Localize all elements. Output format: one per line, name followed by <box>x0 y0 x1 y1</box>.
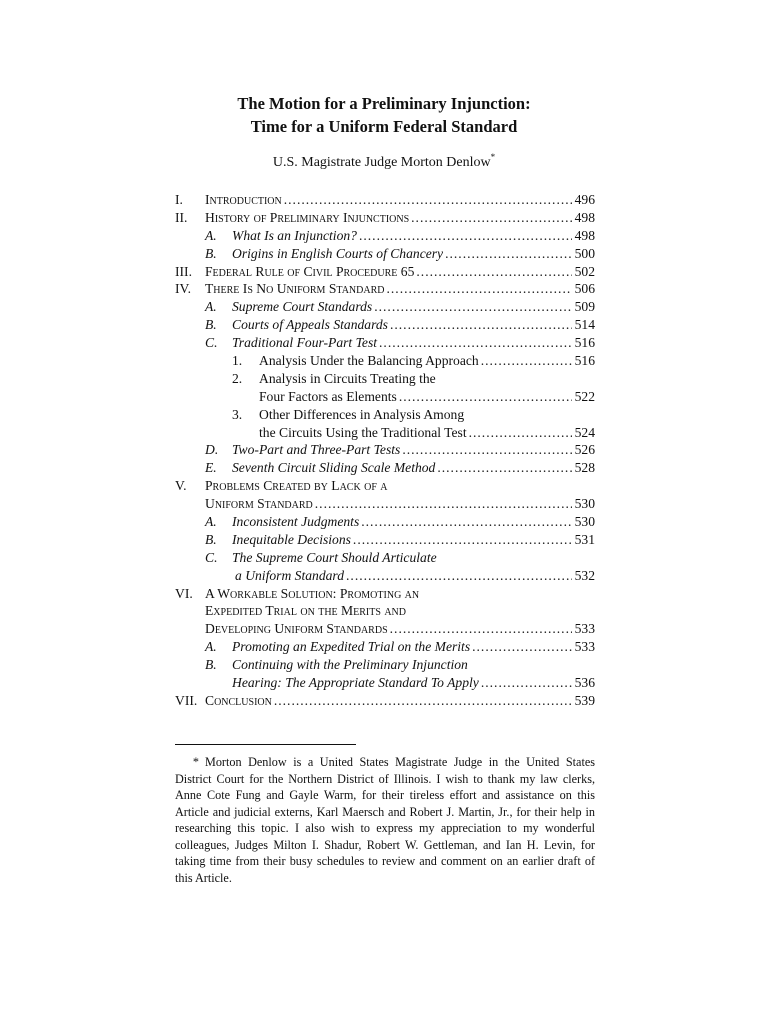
toc-entry-title: a Uniform Standard <box>235 567 345 583</box>
toc-entry-number: B. <box>205 657 217 673</box>
toc-entry-page: 528 <box>572 459 595 477</box>
toc-entry-page: 532 <box>572 567 595 585</box>
toc-entry-number: VI. <box>175 585 193 601</box>
toc-entry-title: Federal Rule of Civil Procedure 65 <box>205 263 415 279</box>
toc-entry-page: 498 <box>572 209 595 227</box>
toc-entry[interactable] <box>175 620 595 638</box>
toc-entry-label-leader <box>232 459 595 477</box>
toc-entry[interactable] <box>175 656 595 674</box>
toc-entry-page: 514 <box>572 316 595 334</box>
toc-entry[interactable] <box>175 227 595 245</box>
toc-entry-label-leader <box>232 638 595 656</box>
toc-entry[interactable] <box>175 513 595 531</box>
toc-entry-label-leader <box>259 406 595 424</box>
author-line <box>0 154 768 172</box>
toc-entry[interactable] <box>175 388 595 406</box>
toc-entry-label-leader <box>235 567 595 585</box>
toc-entry-label-leader <box>205 209 595 227</box>
toc-entry-number: A. <box>205 514 217 530</box>
footnote-separator <box>175 744 356 745</box>
toc-entry-label-leader <box>259 352 595 370</box>
toc-entry-page: 516 <box>572 352 595 370</box>
toc-entry-title: Analysis Under the Balancing Approach <box>259 353 479 369</box>
toc-entry-label-leader <box>232 441 595 459</box>
toc-entry-page: 531 <box>572 531 595 549</box>
toc-entry[interactable] <box>175 638 595 656</box>
toc-entry-page: 500 <box>572 245 595 263</box>
toc-entry-label-leader <box>232 674 595 692</box>
toc-entry-number: 3. <box>232 406 243 422</box>
toc-entry-title: Supreme Court Standards <box>232 299 373 315</box>
toc-entry-label-leader <box>205 495 595 513</box>
toc-entry-page: 509 <box>572 298 595 316</box>
toc-entry-title: Courts of Appeals Standards <box>232 317 388 333</box>
author-name: U.S. Magistrate Judge Morton Denlow <box>272 155 491 170</box>
toc-entry-page: 533 <box>572 638 595 656</box>
toc-entry-title: What Is an Injunction? <box>232 227 357 243</box>
toc-entry-label-leader <box>259 424 595 442</box>
toc-entry[interactable] <box>175 370 595 388</box>
toc-entry-page: 530 <box>572 495 595 513</box>
toc-entry-page: 498 <box>572 227 595 245</box>
toc-entry[interactable] <box>175 191 595 209</box>
toc-entry-title: Traditional Four-Part Test <box>232 335 378 351</box>
toc-entry-label-leader <box>205 263 595 281</box>
toc-entry[interactable] <box>175 567 595 585</box>
toc-entry-label-leader <box>205 477 595 495</box>
toc-entry-title: the Circuits Using the Traditional Test <box>259 424 467 440</box>
toc-entry-title: Inequitable Decisions <box>232 531 351 547</box>
toc-entry-number: B. <box>205 245 217 261</box>
toc-entry-label-leader <box>259 388 595 406</box>
footnote-mark: * <box>192 755 199 769</box>
toc-entry-number: C. <box>205 335 218 351</box>
toc-entry[interactable] <box>175 495 595 513</box>
toc-entry-label-leader <box>205 191 595 209</box>
toc-entry-title: Four Factors as Elements <box>259 388 397 404</box>
article-title-line2: Time for a Uniform Federal Standard <box>250 117 518 136</box>
toc-entry-number: D. <box>205 442 219 458</box>
toc-entry-title: Origins in English Courts of Chancery <box>232 245 444 261</box>
toc-entry-label-leader <box>232 316 595 334</box>
toc-entry-number: B. <box>205 531 217 547</box>
toc-entry-title: Problems Created by Lack of a <box>205 478 388 494</box>
toc-entry-title: The Supreme Court Should Articulate <box>232 549 437 565</box>
toc-entry-title: Continuing with the Preliminary Injunction <box>232 657 468 673</box>
toc-entry-label-leader <box>205 620 595 638</box>
toc-entry-title: Inconsistent Judgments <box>232 514 360 530</box>
toc-entry-page: 516 <box>572 334 595 352</box>
footnote-text: Morton Denlow is a United States Magistrate Judge in the United States District Court for the Northern District of Illinois. I wish to thank my law clerks, Anne Cote Fung and Gayle Warm, for their tireless effort and assistance on this Article and judicial externs, Karl Maersch and Robert J. Martin, Jr., for their help in researching this topic. I also wish to express my appreciation to my wonderful colleagues, Judges Milton I. Shadur, Robert W. Gettleman, and Ian H. Levin, for taking time from their busy schedules to review and comment on an earlier draft of this Article. <box>175 755 595 885</box>
toc-entry-title: Two-Part and Three-Part Tests <box>232 442 401 458</box>
toc-entry[interactable] <box>175 602 595 620</box>
toc-entry-number: B. <box>205 317 217 333</box>
toc-entry-label-leader <box>232 298 595 316</box>
toc-entry-label-leader <box>232 245 595 263</box>
toc-entry-number: A. <box>205 299 217 315</box>
article-title-line1: The Motion for a Preliminary Injunction: <box>237 94 531 113</box>
toc-entry-number: I. <box>175 192 183 207</box>
toc-entry-page: 502 <box>572 263 595 281</box>
toc-entry-number: A. <box>205 227 217 243</box>
toc-entry[interactable] <box>175 209 595 227</box>
toc-entry-label-leader <box>232 227 595 245</box>
toc-entry[interactable] <box>175 531 595 549</box>
toc-entry-label-leader <box>232 656 595 674</box>
toc-entry[interactable] <box>175 441 595 459</box>
toc-entry-number: 1. <box>232 353 243 369</box>
toc-entry-label-leader <box>205 602 595 620</box>
toc-entry-number: II. <box>175 209 188 225</box>
toc-entry-title: Uniform Standard <box>205 496 313 512</box>
toc-entry-title: There Is No Uniform Standard <box>205 281 385 297</box>
toc-entry-number: 2. <box>232 370 243 386</box>
toc-entry-page: 524 <box>572 424 595 442</box>
toc-entry-title: Other Differences in Analysis Among <box>259 406 465 422</box>
toc-entry[interactable] <box>175 549 595 567</box>
toc-entry-page: 496 <box>572 191 595 209</box>
toc-entry-number: A. <box>205 639 217 655</box>
toc-entry[interactable] <box>175 280 595 298</box>
toc-entry-number: III. <box>175 263 192 279</box>
toc-entry-label-leader <box>259 370 595 388</box>
toc-entry[interactable] <box>175 424 595 442</box>
toc-entry-label-leader <box>205 692 595 710</box>
toc-entry-title: Introduction <box>205 192 282 207</box>
toc-entry-title: Developing Uniform Standards <box>205 621 388 637</box>
toc-entry-title: Conclusion <box>205 692 272 708</box>
toc-entry-page: 539 <box>572 692 595 710</box>
toc-entry-page: 533 <box>572 620 595 638</box>
toc-entry[interactable] <box>175 585 595 603</box>
toc-entry-title: Promoting an Expedited Trial on the Merits <box>232 639 471 655</box>
toc-entry-number: C. <box>205 549 218 565</box>
toc-entry-title: Expedited Trial on the Merits and <box>205 603 406 619</box>
toc-entry[interactable] <box>175 674 595 692</box>
toc-entry-number: IV. <box>175 281 191 297</box>
toc-entry-label-leader <box>205 280 595 298</box>
toc-entry-number: E. <box>205 460 217 476</box>
toc-entry[interactable] <box>175 692 595 710</box>
toc-entry-page: 536 <box>572 674 595 692</box>
toc-entry-title: History of Preliminary Injunctions <box>205 209 410 225</box>
toc-entry-title: A Workable Solution: Promoting an <box>205 585 420 601</box>
toc-entry[interactable] <box>175 316 595 334</box>
toc-entry-number: VII. <box>175 692 198 708</box>
toc-entry[interactable] <box>175 406 595 424</box>
toc-entry[interactable] <box>175 459 595 477</box>
toc-entry-page: 530 <box>572 513 595 531</box>
toc-entry[interactable] <box>175 263 595 281</box>
toc-entry-number: V. <box>175 478 187 494</box>
toc-entry[interactable] <box>175 298 595 316</box>
toc-entry-title: Analysis in Circuits Treating the <box>259 370 436 386</box>
toc-entry-label-leader <box>232 549 595 567</box>
toc-entry[interactable] <box>175 352 595 370</box>
toc-entry-title: Seventh Circuit Sliding Scale Method <box>232 460 436 476</box>
toc-entry-page: 522 <box>572 388 595 406</box>
toc-entry-title: Hearing: The Appropriate Standard To Apply <box>232 675 479 691</box>
toc-entry-label-leader <box>205 585 595 603</box>
toc-entry-page: 506 <box>572 280 595 298</box>
table-of-contents <box>175 191 595 710</box>
toc-entry[interactable] <box>175 245 595 263</box>
toc-entry[interactable] <box>175 334 595 352</box>
toc-entry-label-leader <box>232 531 595 549</box>
footnote <box>175 754 595 886</box>
toc-entry-label-leader <box>232 334 595 352</box>
author-footnote-mark[interactable]: * <box>490 152 496 162</box>
toc-entry-page: 526 <box>572 441 595 459</box>
toc-entry[interactable] <box>175 477 595 495</box>
toc-entry-label-leader <box>232 513 595 531</box>
